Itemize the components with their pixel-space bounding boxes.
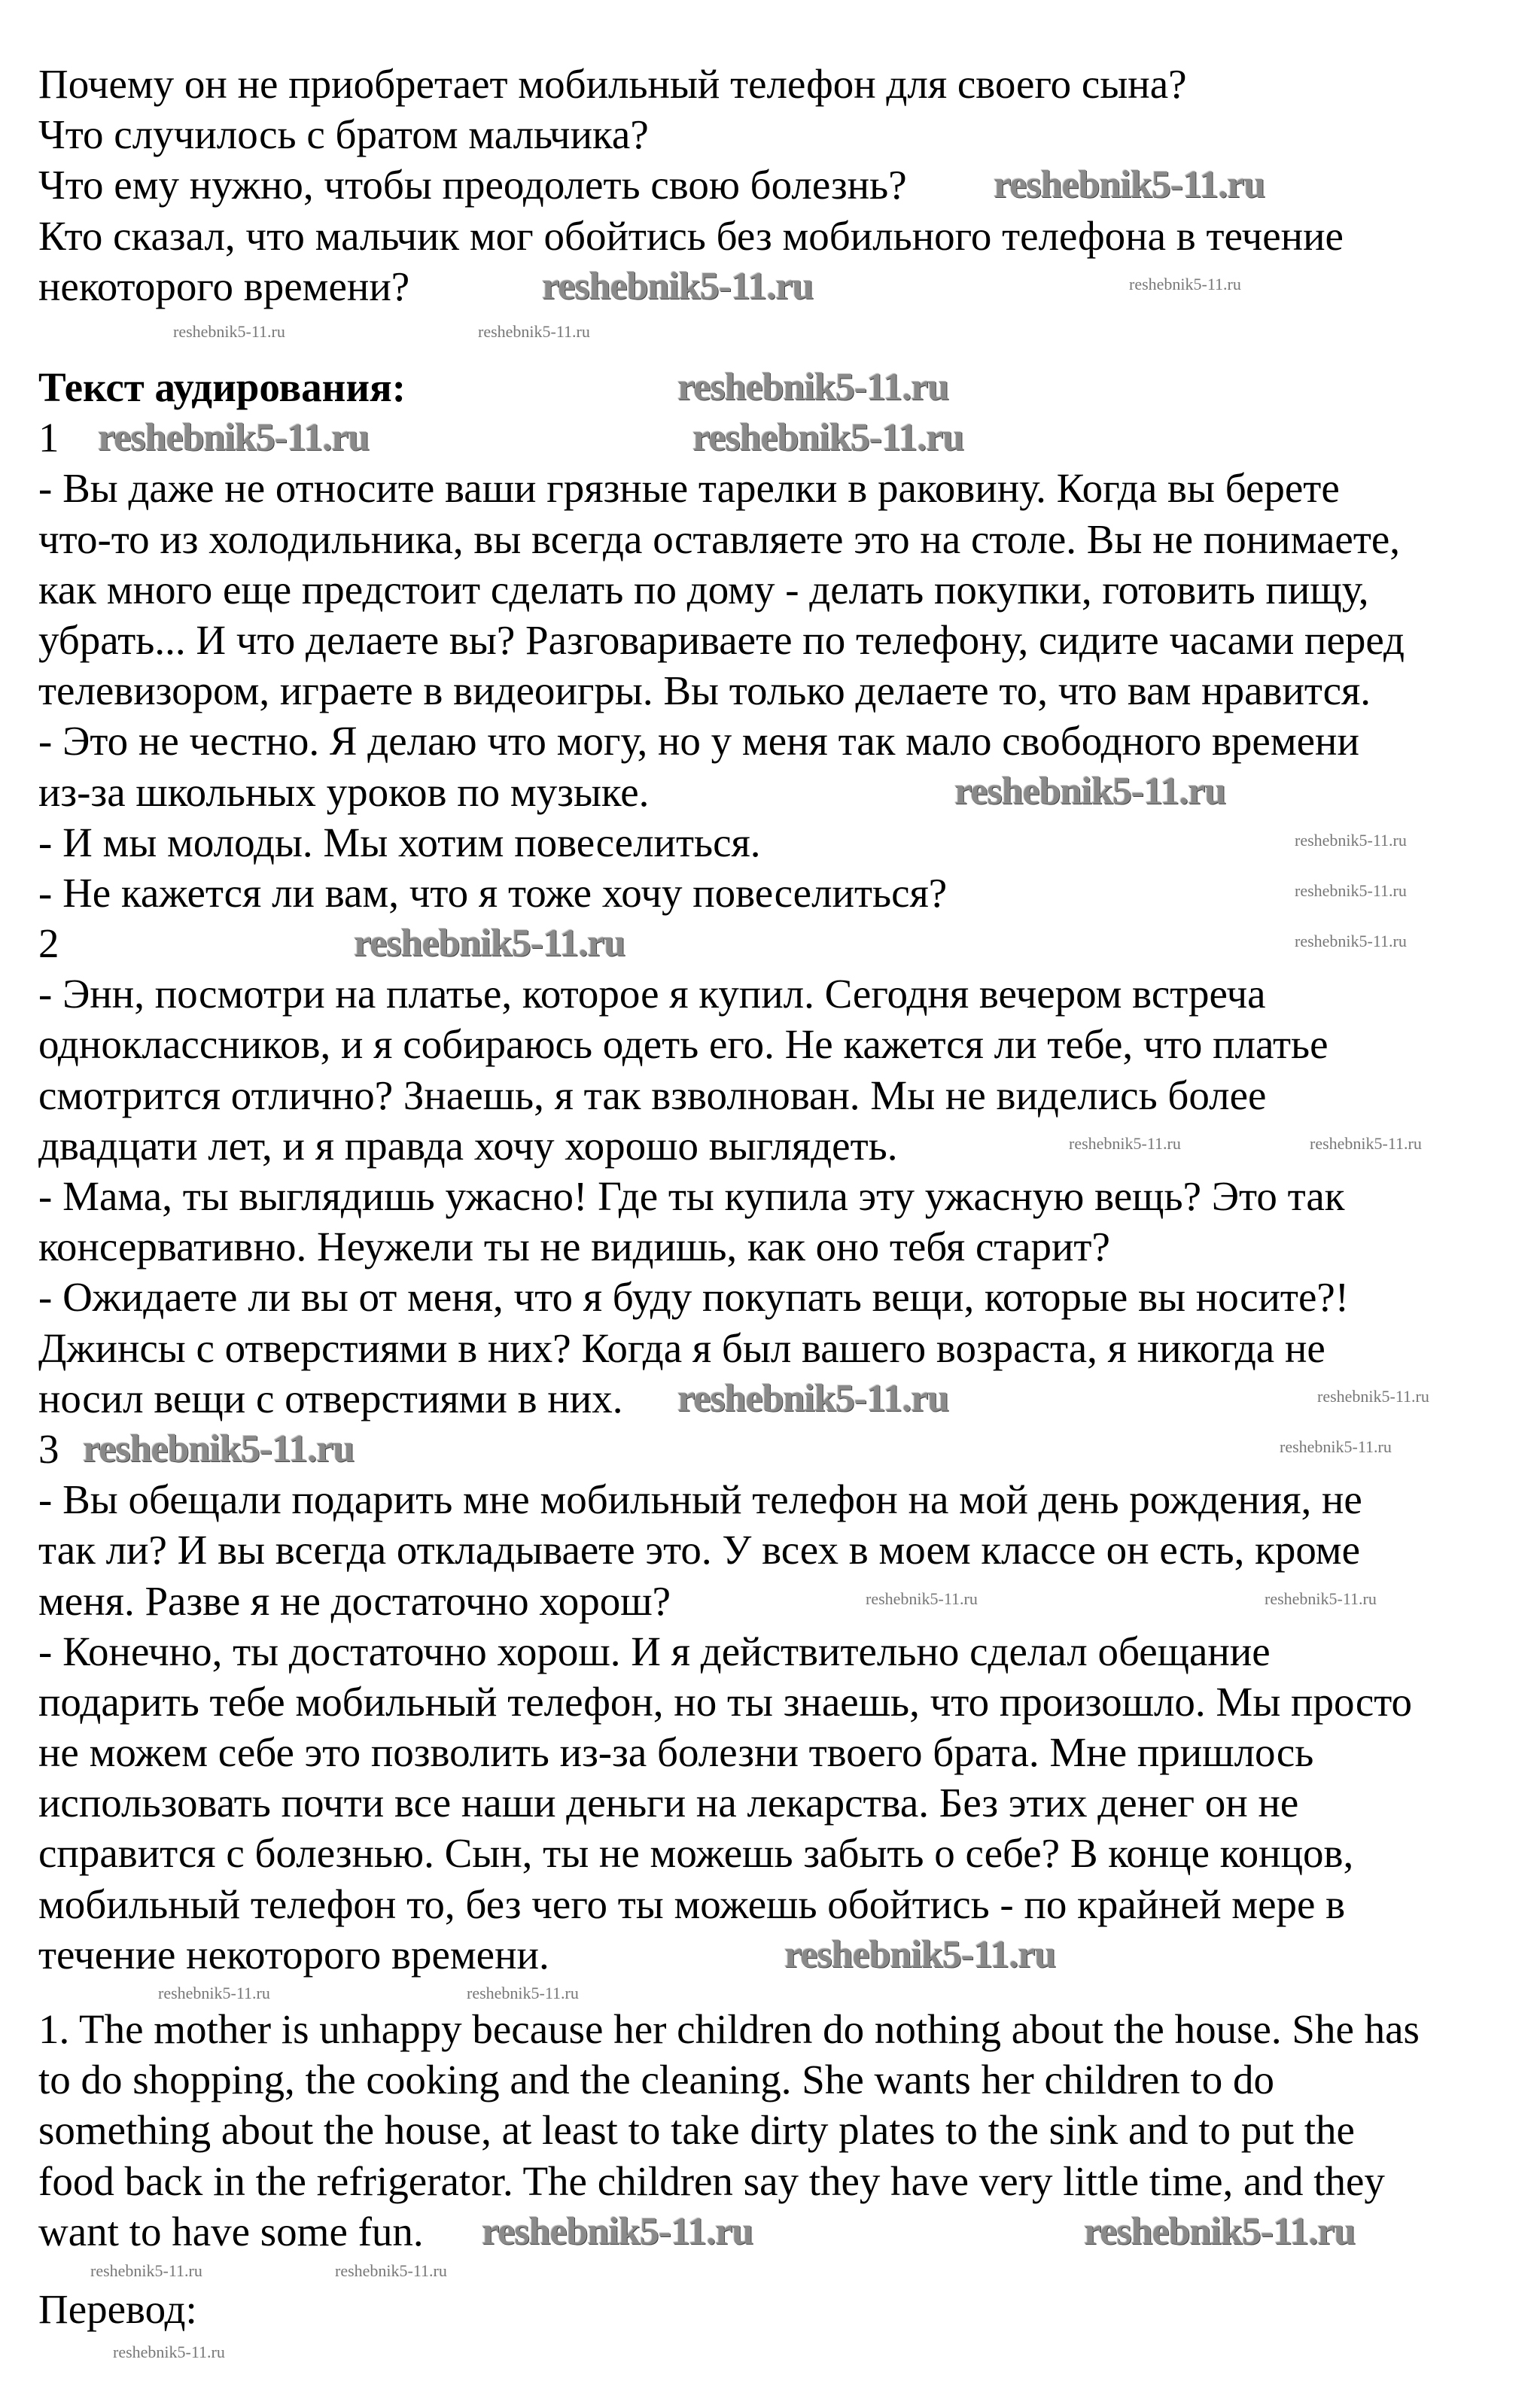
question-line: некоторого времени? <box>38 263 410 309</box>
listening-line: носил вещи с отверстиями в них. <box>38 1375 623 1421</box>
watermark: reshebnik5-11.ru <box>1069 1134 1181 1153</box>
listening-line: меня. Разве я не достаточно хорош? <box>38 1577 671 1624</box>
listening-line: как много еще предстоит сделать по дому - делать покупки, готовить пищу, <box>38 566 1369 613</box>
watermark: reshebnik5-11.ru <box>866 1589 978 1608</box>
translation-block <box>38 2284 197 2334</box>
watermark: reshebnik5-11.ru <box>1265 1589 1377 1608</box>
question-line: Почему он не приобретает мобильный телефон для своего сына? <box>38 61 1187 107</box>
answer-line: to do shopping, the cooking and the cleaning. She wants her children to do <box>38 2057 1275 2103</box>
watermark: reshebnik5-11.ru <box>478 322 590 341</box>
listening-text-block <box>38 362 1412 1980</box>
answer-line: want to have some fun. <box>38 2208 424 2254</box>
watermark: reshebnik5-11.ru <box>1317 1387 1429 1406</box>
watermark: reshebnik5-11.ru <box>467 1984 579 2002</box>
watermark: reshebnik5-11.ru <box>954 770 1226 813</box>
watermark: reshebnik5-11.ru <box>677 366 949 409</box>
listening-line: двадцати лет, и я правда хочу хорошо выглядеть. <box>38 1122 898 1169</box>
watermark: reshebnik5-11.ru <box>1129 275 1241 293</box>
listening-line: течение некоторого времени. <box>38 1931 549 1978</box>
watermark: reshebnik5-11.ru <box>692 416 964 459</box>
watermark: reshebnik5-11.ru <box>542 265 814 308</box>
listening-line: - И мы молоды. Мы хотим повеселиться. <box>38 819 761 865</box>
listening-line: 2 <box>38 920 59 967</box>
watermark: reshebnik5-11.ru <box>1310 1134 1422 1153</box>
listening-line: что-то из холодильника, вы всегда оставляете это на столе. Вы не понимаете, <box>38 515 1401 562</box>
watermark: reshebnik5-11.ru <box>173 322 285 341</box>
listening-line: 3 <box>38 1425 59 1472</box>
watermark: reshebnik5-11.ru <box>1295 831 1407 850</box>
watermark: reshebnik5-11.ru <box>83 1427 355 1470</box>
watermark: reshebnik5-11.ru <box>482 2210 753 2253</box>
watermark: reshebnik5-11.ru <box>354 922 625 965</box>
question-line: Что ему нужно, чтобы преодолеть свою болезнь? <box>38 162 907 208</box>
watermark: reshebnik5-11.ru <box>335 2261 447 2280</box>
listening-line: - Конечно, ты достаточно хорош. И я действительно сделал обещание <box>38 1628 1271 1674</box>
listening-line: - Ожидаете ли вы от меня, что я буду покупать вещи, которые вы носите?! <box>38 1274 1350 1321</box>
watermark: reshebnik5-11.ru <box>994 163 1265 206</box>
listening-line: так ли? И вы всегда откладываете это. У всех в моем классе он есть, кроме <box>38 1527 1361 1573</box>
listening-line: подарить тебе мобильный телефон, но ты знаешь, что произошло. Мы просто <box>38 1678 1413 1725</box>
listening-line: не можем себе это позволить из-за болезни твоего брата. Мне пришлось <box>38 1729 1314 1776</box>
watermark: reshebnik5-11.ru <box>113 2343 225 2361</box>
listening-line: консервативно. Неужели ты не видишь, как оно тебя старит? <box>38 1224 1110 1270</box>
listening-heading: Текст аудирования: <box>38 364 406 410</box>
translation-label: Перевод: <box>38 2286 197 2332</box>
listening-line: справится с болезнью. Сын, ты не можешь забыть о себе? В конце концов, <box>38 1830 1354 1877</box>
watermark: reshebnik5-11.ru <box>1084 2210 1356 2253</box>
listening-line: - Мама, ты выглядишь ужасно! Где ты купила эту ужасную вещь? Это так <box>38 1173 1345 1219</box>
answer-line: food back in the refrigerator. The children say they have very little time, and they <box>38 2157 1385 2204</box>
watermark: reshebnik5-11.ru <box>677 1377 949 1420</box>
watermark: reshebnik5-11.ru <box>1280 1437 1392 1456</box>
watermark: reshebnik5-11.ru <box>158 1984 270 2002</box>
listening-line: убрать... И что делаете вы? Разговариваете по телефону, сидите часами перед <box>38 616 1405 663</box>
listening-line: использовать почти все наши деньги на лекарства. Без этих денег он не <box>38 1780 1299 1826</box>
question-line: Что случилось с братом мальчика? <box>38 111 649 158</box>
watermark: reshebnik5-11.ru <box>90 2261 202 2280</box>
listening-line: одноклассников, и я собираюсь одеть его. Не кажется ли тебе, что платье <box>38 1021 1329 1068</box>
listening-line: - Вы обещали подарить мне мобильный телефон на мой день рождения, не <box>38 1476 1362 1523</box>
answer-line: something about the house, at least to take dirty plates to the sink and to put the <box>38 2107 1355 2154</box>
listening-line: Джинсы с отверстиями в них? Когда я был вашего возраста, я никогда не <box>38 1324 1325 1371</box>
listening-line: из-за школьных уроков по музыке. <box>38 768 650 815</box>
listening-line: - Не кажется ли вам, что я тоже хочу повеселиться? <box>38 869 948 916</box>
listening-line: смотрится отлично? Знаешь, я так взволнован. Мы не виделись более <box>38 1072 1267 1118</box>
listening-line: мобильный телефон то, без чего ты можешь обойтись - по крайней мере в <box>38 1880 1346 1927</box>
watermark: reshebnik5-11.ru <box>784 1933 1056 1976</box>
question-line: Кто сказал, что мальчик мог обойтись без мобильного телефона в течение <box>38 212 1344 259</box>
listening-line: телевизором, играете в видеоигры. Вы только делаете то, что вам нравится. <box>38 667 1371 714</box>
listening-line: - Это не честно. Я делаю что могу, но у меня так мало свободного времени <box>38 718 1359 765</box>
listening-line: - Энн, посмотри на платье, которое я купил. Сегодня вечером встреча <box>38 971 1266 1017</box>
answer-line: 1. The mother is unhappy because her children do nothing about the house. She has <box>38 2006 1420 2052</box>
listening-line: - Вы даже не относите ваши грязные тарелки в раковину. Когда вы берете <box>38 465 1340 512</box>
listening-line: 1 <box>38 415 59 461</box>
watermark: reshebnik5-11.ru <box>1295 932 1407 950</box>
watermark: reshebnik5-11.ru <box>98 416 370 459</box>
watermark: reshebnik5-11.ru <box>1295 881 1407 900</box>
